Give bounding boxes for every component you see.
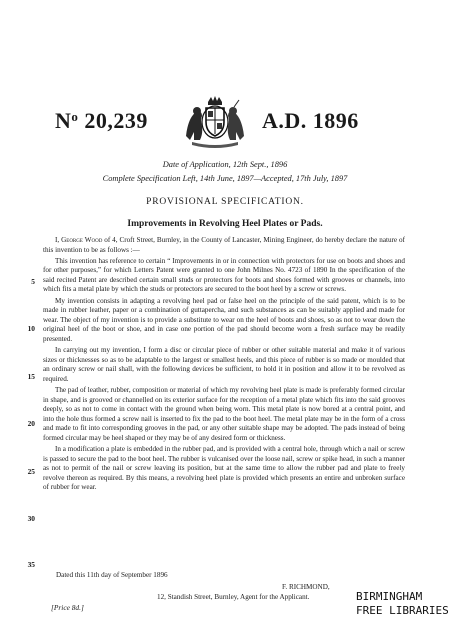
invention-heading: Improvements in Revolving Heel Plates or Pads. [127,219,323,229]
royal-coat-of-arms-icon [176,96,254,148]
body-paragraph: The pad of leather, rubber, composition or material of which my revolving heel plate is made is preferably formed circular in shape, and is grooved or channelled on its exterior surface for the reception of a metal plate which fits into the said grooves deeply, so as not to come in contact with the ground when being worn. This metal plate is now bored at a central point, and into the hole thus formed a screw nail is inserted to fix the pad to the boot heel. The metal plate may be in the form of a cross and made to fit into corresponding grooves in the pad, or any other suitable shape may be adopted. The pads instead of being formed circular may be heel shaped or they may be of any desired form or thickness. [43,385,405,442]
agent-address: 12, Standish Street, Burnley, Agent for the Applicant. [157,593,310,601]
body-paragraph: In carrying out my invention, I form a disc or circular piece of rubber or other suitable material and make it of various sizes or thicknesses so as to be adaptable to the largest or smallest heels, and this piece of rubber is so made or moulded that an ordinary screw or nail shall, with the following devices be sufficient, to hold it in position and allow it to be revolved as required. [43,346,405,383]
price-note: [Price 8d.] [51,603,84,612]
line-number: 35 [27,560,35,569]
body-paragraph: This invention has reference to certain “ Improvements in or in connection with protectors for use on boots and shoes and for other purposes,” for which Letters Patent were granted to one John Milnes No. 4723 of 1890 In the specification of the said recited Patent are described certain small studs or protectors for boots and shoes formed with grooves or channels, into which fits a metal plate by which the studs or protectors are secured to the boot heel by a screw or screws. [43,256,405,294]
intro-lead: I, [55,236,62,244]
dated-line: Dated this 11th day of September 1896 [56,571,168,579]
body-paragraph: My invention consists in adapting a revolving heel pad or false heel on the principle of the said patent, which is to be made in rubber leather, paper or a combination of guttapercha, and such substances as can be suitably applied and made for wear. The object of my invention is to provide a substitute to wear on the heel of boots and shoes, so as not to wear down the original heel of the boot or shoe, and in case one portion of the pad should become worn a fresh surface may be readily presented. [43,296,405,343]
line-number: 30 [27,514,35,523]
line-number: 10 [27,324,35,333]
patent-header [0,96,450,156]
body-paragraph: In a modification a plate is embedded in the rubber pad, and is provided with a central hole, through which a nail or screw is passed to secure the pad to the boot heel. The rubber is vulcanised over the loose nail, screw or spike head, in such a manner as not to permit of the nail or screw leaving its position, but at the same time to allow the rubber pad and plate to freely revolve thereon as required. By this means, a revolving heel plate is provided which presents an entire and unbroken surface of rubber for wear. [43,444,405,492]
line-number: 5 [31,277,35,286]
intro-paragraph [43,236,405,255]
library-stamp [356,590,449,618]
patent-prefix: N [55,108,72,133]
patent-year: A.D. 1896 [262,108,359,133]
patent-dates [60,158,390,186]
stamp-line-2: FREE LIBRARIES [356,604,449,617]
patent-number [55,108,148,134]
complete-specification-date: Complete Specification Left, 14th June, 1897—Accepted, 17th July, 1897 [102,174,348,183]
stamp-line-1: BIRMINGHAM [356,590,423,603]
line-number: 25 [27,467,35,476]
inventor-name: George Wood [61,236,103,244]
line-number: 15 [27,372,35,381]
line-number: 20 [27,419,35,428]
patent-number-value: 20,239 [84,108,148,133]
specification-body [43,236,405,494]
specification-title: PROVISIONAL SPECIFICATION. [146,197,304,207]
intro-rest: of 4, Croft Street, Burnley, in the County of Lancaster, Mining Engineer, do hereby declare the nature of this invention to be as follows :— [43,236,405,254]
agent-name: F. RICHMOND, [282,583,330,591]
patent-prefix-sup: o [71,109,79,124]
application-date: Date of Application, 12th Sept., 1896 [162,160,288,169]
